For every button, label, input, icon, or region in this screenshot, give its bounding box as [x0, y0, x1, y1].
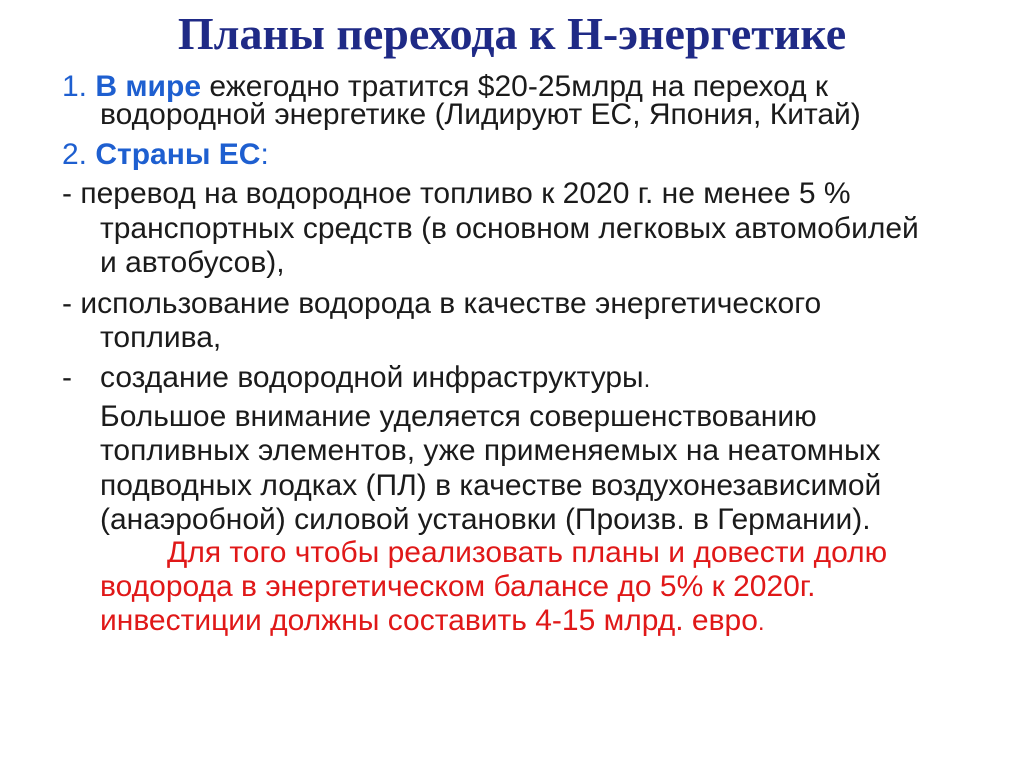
paragraph-3-line-4: (анаэробной) силовой установки (Произв. в Германии).	[100, 503, 871, 536]
point-1-heading: В мире	[95, 70, 202, 103]
bullet-2-line-1: - использование водорода в качестве энергетического	[62, 287, 822, 320]
point-2-line	[62, 138, 269, 172]
point-2-colon: :	[260, 138, 269, 171]
point-1-number: 1.	[62, 70, 96, 103]
bullet-1-line-1: - перевод на водородное топливо к 2020 г. не менее 5 %	[62, 177, 851, 210]
bullet-3-dot: .	[643, 366, 651, 393]
paragraph-4-text: инвестиции должны составить 4-15 млрд. евро	[100, 604, 758, 637]
paragraph-3-line-2: топливных элементов, уже применяемых на неатомных	[100, 434, 881, 467]
paragraph-3-line-1: Большое внимание уделяется совершенствованию	[100, 400, 817, 433]
paragraph-4-line-1: Для того чтобы реализовать планы и довести долю	[167, 536, 888, 569]
paragraph-4-line-2: водорода в энергетическом балансе до 5% к 2020г.	[100, 570, 816, 603]
point-2-number: 2.	[62, 138, 96, 171]
bullet-1-line-3: и автобусов),	[100, 246, 285, 279]
bullet-1-line-2: транспортных средств (в основном легковых автомобилей	[100, 212, 919, 245]
bullet-3-line	[100, 361, 650, 397]
point-2-heading: Страны ЕС	[95, 138, 261, 171]
bullet-3-dash: -	[62, 361, 72, 394]
bullet-2-line-2: топлива,	[100, 321, 222, 354]
slide-title: Планы перехода к Н-энергетике	[177, 8, 847, 59]
paragraph-3-line-3: подводных лодках (ПЛ) в качестве воздухонезависимой	[100, 469, 882, 502]
bullet-3-text: создание водородной инфраструктуры	[100, 361, 644, 394]
paragraph-4-line-3	[100, 604, 765, 640]
point-1-text: ежегодно тратится $20-25млрд на переход к	[201, 70, 829, 103]
point-1-line-2: водородной энергетике (Лидируют ЕС, Япония, Китай)	[100, 98, 861, 131]
paragraph-4-dot: .	[757, 609, 765, 636]
